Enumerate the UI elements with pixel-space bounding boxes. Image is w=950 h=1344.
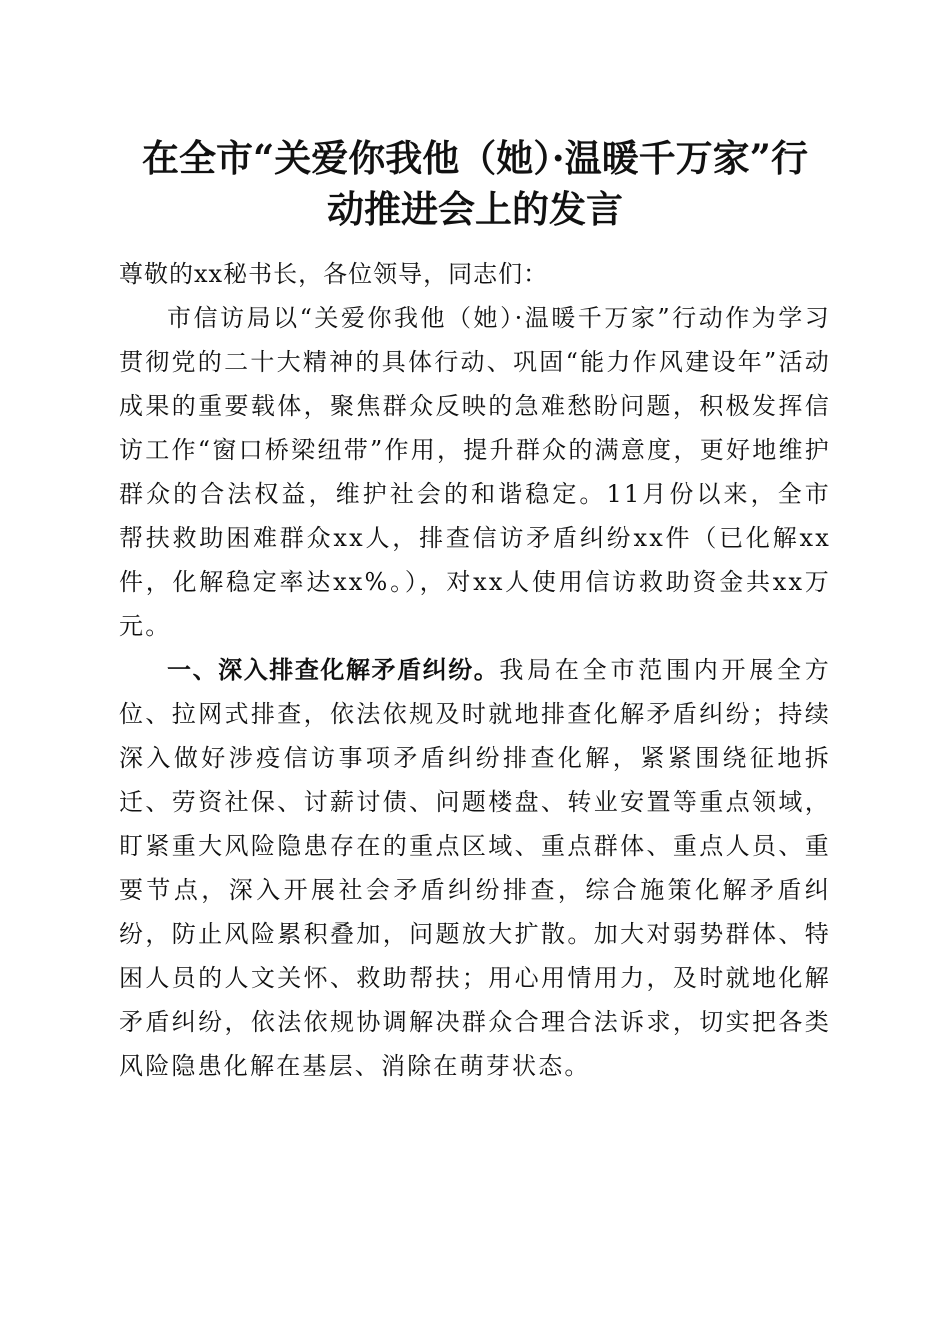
document-body bbox=[119, 252, 831, 1088]
document-title bbox=[100, 133, 850, 235]
section-heading: 一、深入排查化解矛盾纠纷。 bbox=[167, 656, 500, 684]
paragraph-section-1 bbox=[119, 648, 831, 1088]
salutation: 尊敬的xx秘书长，各位领导，同志们： bbox=[119, 260, 549, 288]
title-line-1: 在全市“关爱你我他（她）·温暖千万家”行 bbox=[142, 136, 808, 180]
title-line-2: 动推进会上的发言 bbox=[327, 187, 623, 231]
paragraph-intro: 市信访局以“关爱你我他（她）·温暖千万家”行动作为学习贯彻党的二十大精神的具体行动、巩固“能力作风建设年”活动成果的重要载体，聚焦群众反映的急难愁盼问题，积极发挥信访工作“窗口桥梁纽带”作用，提升群众的满意度，更好地维护群众的合法权益，维护社会的和谐稳定。11月份以来，全市帮扶救助困难群众xx人，排查信访矛盾纠纷xx件（已化解xx件，化解稳定率达xx%。），对xx人使用信访救助资金共xx万元。 bbox=[119, 304, 831, 640]
section-body: 我局在全市范围内开展全方位、拉网式排查，依法依规及时就地排查化解矛盾纠纷；持续深入做好涉疫信访事项矛盾纠纷排查化解，紧紧围绕征地拆迁、劳资社保、讨薪讨债、问题楼盘、转业安置等重点领域，盯紧重大风险隐患存在的重点区域、重点群体、重点人员、重要节点，深入开展社会矛盾纠纷排查，综合施策化解矛盾纠纷，防止风险累积叠加，问题放大扩散。加大对弱势群体、特困人员的人文关怀、救助帮扶；用心用情用力，及时就地化解矛盾纠纷，依法依规协调解决群众合理合法诉求，切实把各类风险隐患化解在基层、消除在萌芽状态。 bbox=[119, 656, 832, 1080]
